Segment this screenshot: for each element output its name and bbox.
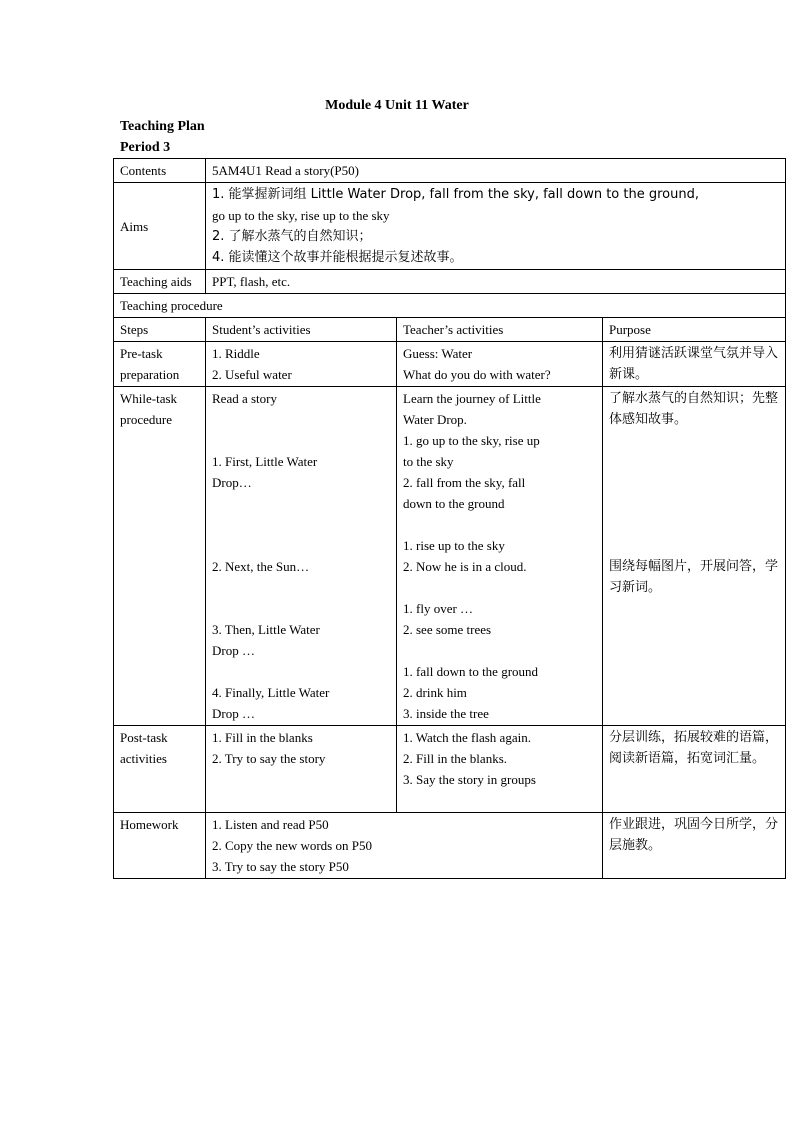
aids-value: [206, 270, 786, 294]
whiletask-teacher-intro-line-2: Water Drop.: [403, 412, 467, 427]
procedure-label: [114, 294, 786, 318]
pretask-step: [114, 342, 206, 387]
homework-items: [206, 813, 603, 879]
procedure-row: [114, 294, 786, 318]
homework-step: Homework: [114, 813, 206, 879]
whiletask-teacher-t3-line-2: 2. see some trees: [403, 622, 492, 637]
whiletask-teacher-t2-line-1: 1. rise up to the sky: [403, 538, 505, 553]
whiletask-purpose-1: 了解水蒸气的自然知识；先整体感知故事。: [609, 391, 779, 427]
teaching-plan-table: [113, 158, 786, 879]
whiletask-purpose-2: 围绕每幅图片，开展问答，学习新词。: [609, 559, 779, 595]
posttask-teacher: [397, 726, 603, 813]
homework-item-1: 1. Listen and read P50: [212, 817, 329, 832]
posttask-step: [114, 726, 206, 813]
posttask-student-line-2: 2. Try to say the story: [212, 751, 326, 766]
whiletask-teacher-t1-line-3: 2. fall from the sky, fall: [403, 475, 526, 490]
posttask-step-line-2: activities: [120, 751, 167, 766]
document-title: Module 4 Unit 11 Water: [325, 98, 469, 113]
posttask-step-line-1: Post-task: [120, 730, 168, 745]
aids-label: [114, 270, 206, 294]
aims-row: [114, 183, 786, 270]
col-header-teacher: Teacher’s activities: [397, 318, 603, 342]
aims-value: [206, 183, 786, 270]
whiletask-student: [206, 387, 397, 726]
pretask-row: [114, 342, 786, 387]
whiletask-teacher-t1-line-4: down to the ground: [403, 496, 505, 511]
whiletask-step: [114, 387, 206, 726]
col-header-purpose: Purpose: [603, 318, 786, 342]
whiletask-row: [114, 387, 786, 726]
pretask-teacher-line-1: Guess: Water: [403, 346, 473, 361]
whiletask-student-intro: Read a story: [212, 391, 277, 406]
contents-value: [206, 159, 786, 183]
procedure-label-text: Teaching procedure: [120, 298, 223, 313]
pretask-student-line-2: 2. Useful water: [212, 367, 292, 382]
pretask-teacher-line-2: What do you do with water?: [403, 367, 551, 382]
whiletask-teacher-t1-line-2: to the sky: [403, 454, 454, 469]
pretask-step-line-1: Pre-task: [120, 346, 163, 361]
homework-item-2: 2. Copy the new words on P50: [212, 838, 372, 853]
whiletask-teacher-t3-line-1: 1. fly over …: [403, 601, 474, 616]
whiletask-student-s3-line-1: 3. Then, Little Water: [212, 622, 320, 637]
posttask-teacher-line-1: 1. Watch the flash again.: [403, 730, 531, 745]
contents-label: [114, 159, 206, 183]
pretask-student: [206, 342, 397, 387]
aims-line-4: 4. 能读懂这个故事并能根据提示复述故事。: [212, 250, 463, 265]
posttask-teacher-line-3: 3. Say the story in groups: [403, 772, 536, 787]
whiletask-step-line-1: While-task: [120, 391, 178, 406]
whiletask-teacher-t4-line-1: 1. fall down to the ground: [403, 664, 539, 679]
whiletask-student-s1-line-2: Drop…: [212, 475, 252, 490]
whiletask-teacher-t4-line-2: 2. drink him: [403, 685, 467, 700]
whiletask-teacher-t4-line-3: 3. inside the tree: [403, 706, 489, 721]
aids-value-text: PPT, flash, etc.: [212, 274, 291, 289]
whiletask-student-s4-line-1: 4. Finally, Little Water: [212, 685, 330, 700]
aims-line-1: 1. 能掌握新词组 Little Water Drop, fall from the sky, fall down to the ground,: [212, 187, 699, 202]
document-subtitle-plan: Teaching Plan: [120, 119, 205, 134]
aims-label: [114, 183, 206, 270]
col-header-student: Student’s activities: [206, 318, 397, 342]
whiletask-step-line-2: procedure: [120, 412, 172, 427]
aids-label-text: Teaching aids: [120, 274, 192, 289]
posttask-purpose: 分层训练，拓展较难的语篇，阅读新语篇，拓宽词汇量。: [603, 726, 786, 813]
homework-purpose: 作业跟进，巩固今日所学，分层施教。: [603, 813, 786, 879]
whiletask-student-s1-line-1: 1. First, Little Water: [212, 454, 318, 469]
aims-line-2: go up to the sky, rise up to the sky: [212, 208, 390, 223]
whiletask-teacher: [397, 387, 603, 726]
whiletask-teacher-t1-line-1: 1. go up to the sky, rise up: [403, 433, 540, 448]
posttask-student-line-1: 1. Fill in the blanks: [212, 730, 313, 745]
aims-line-3: 2. 了解水蒸气的自然知识；: [212, 229, 372, 244]
whiletask-student-s2: 2. Next, the Sun…: [212, 559, 310, 574]
posttask-row: [114, 726, 786, 813]
aims-label-text: Aims: [120, 218, 149, 234]
pretask-purpose: 利用猜谜活跃课堂气氛并导入新课。: [603, 342, 786, 387]
document-subtitle-period: Period 3: [120, 140, 171, 155]
homework-row: [114, 813, 786, 879]
aids-row: [114, 270, 786, 294]
posttask-student: [206, 726, 397, 813]
whiletask-student-s4-line-2: Drop …: [212, 706, 255, 721]
contents-label-text: Contents: [120, 163, 167, 178]
whiletask-student-s3-line-2: Drop …: [212, 643, 255, 658]
col-header-steps: Steps: [114, 318, 206, 342]
pretask-teacher: [397, 342, 603, 387]
homework-item-3: 3. Try to say the story P50: [212, 859, 349, 874]
posttask-teacher-line-2: 2. Fill in the blanks.: [403, 751, 507, 766]
pretask-student-line-1: 1. Riddle: [212, 346, 260, 361]
whiletask-teacher-t2-line-2: 2. Now he is in a cloud.: [403, 559, 527, 574]
contents-value-text: 5AM4U1 Read a story(P50): [212, 163, 359, 178]
column-header-row: [114, 318, 786, 342]
whiletask-purpose: [603, 387, 786, 726]
whiletask-teacher-intro-line-1: Learn the journey of Little: [403, 391, 541, 406]
pretask-step-line-2: preparation: [120, 367, 180, 382]
contents-row: [114, 159, 786, 183]
